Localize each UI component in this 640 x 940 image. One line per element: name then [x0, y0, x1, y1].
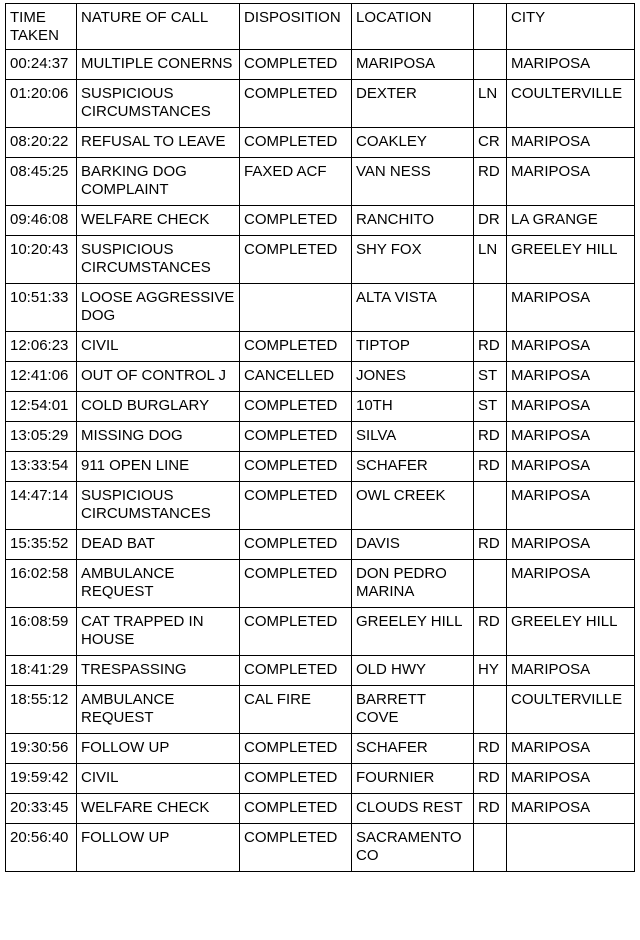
cell-disposition: COMPLETED — [240, 392, 352, 422]
cell-location: RANCHITO — [352, 206, 474, 236]
cell-disposition: FAXED ACF — [240, 158, 352, 206]
cell-city — [507, 824, 635, 872]
cell-disposition: COMPLETED — [240, 80, 352, 128]
cell-street-suffix: ST — [474, 362, 507, 392]
cell-time-taken: 19:30:56 — [6, 734, 77, 764]
cell-time-taken: 12:41:06 — [6, 362, 77, 392]
cell-time-taken: 12:54:01 — [6, 392, 77, 422]
cell-time-taken: 20:56:40 — [6, 824, 77, 872]
cell-city: MARIPOSA — [507, 656, 635, 686]
table-row — [6, 332, 635, 362]
cell-disposition: COMPLETED — [240, 422, 352, 452]
cell-disposition: COMPLETED — [240, 764, 352, 794]
cell-time-taken: 09:46:08 — [6, 206, 77, 236]
header-street-suffix — [474, 4, 507, 50]
table-row — [6, 608, 635, 656]
cell-nature-of-call: MULTIPLE CONERNS — [77, 50, 240, 80]
cell-street-suffix — [474, 482, 507, 530]
header-disposition: DISPOSITION — [240, 4, 352, 50]
cell-city: GREELEY HILL — [507, 236, 635, 284]
cell-disposition: COMPLETED — [240, 734, 352, 764]
cell-location: DON PEDRO MARINA — [352, 560, 474, 608]
cell-city: MARIPOSA — [507, 794, 635, 824]
header-time-taken: TIME TAKEN — [6, 4, 77, 50]
cell-disposition: COMPLETED — [240, 452, 352, 482]
cell-city: MARIPOSA — [507, 734, 635, 764]
cell-street-suffix: RD — [474, 764, 507, 794]
cell-street-suffix: RD — [474, 794, 507, 824]
cell-nature-of-call: WELFARE CHECK — [77, 794, 240, 824]
cell-city: MARIPOSA — [507, 158, 635, 206]
cell-street-suffix: HY — [474, 656, 507, 686]
cell-street-suffix: RD — [474, 734, 507, 764]
cell-time-taken: 08:45:25 — [6, 158, 77, 206]
cell-nature-of-call: SUSPICIOUS CIRCUMSTANCES — [77, 236, 240, 284]
cell-street-suffix: RD — [474, 158, 507, 206]
cell-city: MARIPOSA — [507, 362, 635, 392]
cell-city: GREELEY HILL — [507, 608, 635, 656]
cell-disposition: COMPLETED — [240, 824, 352, 872]
cell-street-suffix: RD — [474, 452, 507, 482]
cell-city: MARIPOSA — [507, 530, 635, 560]
cell-time-taken: 18:55:12 — [6, 686, 77, 734]
cell-nature-of-call: OUT OF CONTROL J — [77, 362, 240, 392]
cell-time-taken: 13:05:29 — [6, 422, 77, 452]
cell-nature-of-call: CIVIL — [77, 764, 240, 794]
cell-time-taken: 00:24:37 — [6, 50, 77, 80]
cell-city: MARIPOSA — [507, 452, 635, 482]
cell-disposition: COMPLETED — [240, 560, 352, 608]
cell-nature-of-call: CAT TRAPPED IN HOUSE — [77, 608, 240, 656]
cell-location: MARIPOSA — [352, 50, 474, 80]
cell-street-suffix — [474, 50, 507, 80]
cell-location: OLD HWY — [352, 656, 474, 686]
cell-street-suffix: RD — [474, 608, 507, 656]
cell-street-suffix: ST — [474, 392, 507, 422]
cell-city: COULTERVILLE — [507, 686, 635, 734]
cell-disposition: CAL FIRE — [240, 686, 352, 734]
cell-nature-of-call: BARKING DOG COMPLAINT — [77, 158, 240, 206]
cell-disposition: COMPLETED — [240, 332, 352, 362]
cell-nature-of-call: SUSPICIOUS CIRCUMSTANCES — [77, 482, 240, 530]
cell-city: MARIPOSA — [507, 332, 635, 362]
cell-disposition — [240, 284, 352, 332]
table-row — [6, 236, 635, 284]
cell-disposition: CANCELLED — [240, 362, 352, 392]
cell-nature-of-call: LOOSE AGGRESSIVE DOG — [77, 284, 240, 332]
cell-nature-of-call: AMBULANCE REQUEST — [77, 686, 240, 734]
table-row — [6, 158, 635, 206]
cell-time-taken: 20:33:45 — [6, 794, 77, 824]
cell-city: MARIPOSA — [507, 422, 635, 452]
cell-time-taken: 01:20:06 — [6, 80, 77, 128]
table-row — [6, 452, 635, 482]
cell-time-taken: 12:06:23 — [6, 332, 77, 362]
cell-time-taken: 15:35:52 — [6, 530, 77, 560]
cell-city: COULTERVILLE — [507, 80, 635, 128]
cell-location: VAN NESS — [352, 158, 474, 206]
table-row — [6, 362, 635, 392]
table-row — [6, 794, 635, 824]
cell-nature-of-call: FOLLOW UP — [77, 824, 240, 872]
call-log-table — [5, 3, 635, 872]
cell-street-suffix: DR — [474, 206, 507, 236]
table-row — [6, 206, 635, 236]
cell-nature-of-call: TRESPASSING — [77, 656, 240, 686]
table-row — [6, 560, 635, 608]
cell-location: TIPTOP — [352, 332, 474, 362]
cell-city: MARIPOSA — [507, 284, 635, 332]
cell-disposition: COMPLETED — [240, 530, 352, 560]
cell-city: MARIPOSA — [507, 560, 635, 608]
cell-disposition: COMPLETED — [240, 794, 352, 824]
cell-time-taken: 19:59:42 — [6, 764, 77, 794]
cell-nature-of-call: AMBULANCE REQUEST — [77, 560, 240, 608]
cell-location: SHY FOX — [352, 236, 474, 284]
cell-time-taken: 13:33:54 — [6, 452, 77, 482]
table-row — [6, 530, 635, 560]
cell-location: FOURNIER — [352, 764, 474, 794]
cell-time-taken: 10:20:43 — [6, 236, 77, 284]
cell-disposition: COMPLETED — [240, 128, 352, 158]
cell-street-suffix — [474, 560, 507, 608]
table-row — [6, 128, 635, 158]
cell-street-suffix: CR — [474, 128, 507, 158]
cell-street-suffix: LN — [474, 80, 507, 128]
cell-location: CLOUDS REST — [352, 794, 474, 824]
table-row — [6, 482, 635, 530]
cell-street-suffix — [474, 824, 507, 872]
cell-street-suffix: LN — [474, 236, 507, 284]
cell-time-taken: 14:47:14 — [6, 482, 77, 530]
cell-disposition: COMPLETED — [240, 656, 352, 686]
cell-city: MARIPOSA — [507, 392, 635, 422]
cell-location: JONES — [352, 362, 474, 392]
cell-disposition: COMPLETED — [240, 608, 352, 656]
cell-location: SACRAMENTO CO — [352, 824, 474, 872]
cell-city: MARIPOSA — [507, 50, 635, 80]
cell-street-suffix: RD — [474, 422, 507, 452]
cell-disposition: COMPLETED — [240, 482, 352, 530]
table-row — [6, 50, 635, 80]
table-row — [6, 284, 635, 332]
cell-nature-of-call: CIVIL — [77, 332, 240, 362]
cell-street-suffix: RD — [474, 332, 507, 362]
table-row — [6, 392, 635, 422]
cell-location: SCHAFER — [352, 734, 474, 764]
cell-disposition: COMPLETED — [240, 50, 352, 80]
table-row — [6, 734, 635, 764]
cell-time-taken: 18:41:29 — [6, 656, 77, 686]
cell-nature-of-call: 911 OPEN LINE — [77, 452, 240, 482]
cell-city: MARIPOSA — [507, 764, 635, 794]
cell-location: DAVIS — [352, 530, 474, 560]
cell-time-taken: 16:02:58 — [6, 560, 77, 608]
cell-location: BARRETT COVE — [352, 686, 474, 734]
table-row — [6, 824, 635, 872]
cell-time-taken: 16:08:59 — [6, 608, 77, 656]
cell-nature-of-call: DEAD BAT — [77, 530, 240, 560]
header-row — [6, 4, 635, 50]
cell-location: 10TH — [352, 392, 474, 422]
table-row — [6, 656, 635, 686]
cell-nature-of-call: FOLLOW UP — [77, 734, 240, 764]
cell-nature-of-call: MISSING DOG — [77, 422, 240, 452]
cell-location: DEXTER — [352, 80, 474, 128]
cell-location: OWL CREEK — [352, 482, 474, 530]
header-nature-of-call: NATURE OF CALL — [77, 4, 240, 50]
table-row — [6, 80, 635, 128]
cell-location: SILVA — [352, 422, 474, 452]
table-row — [6, 422, 635, 452]
cell-nature-of-call: COLD BURGLARY — [77, 392, 240, 422]
cell-street-suffix: RD — [474, 530, 507, 560]
cell-city: MARIPOSA — [507, 128, 635, 158]
cell-nature-of-call: REFUSAL TO LEAVE — [77, 128, 240, 158]
cell-location: COAKLEY — [352, 128, 474, 158]
cell-location: SCHAFER — [352, 452, 474, 482]
cell-street-suffix — [474, 284, 507, 332]
cell-disposition: COMPLETED — [240, 236, 352, 284]
cell-time-taken: 08:20:22 — [6, 128, 77, 158]
header-location: LOCATION — [352, 4, 474, 50]
cell-disposition: COMPLETED — [240, 206, 352, 236]
cell-location: GREELEY HILL — [352, 608, 474, 656]
cell-nature-of-call: WELFARE CHECK — [77, 206, 240, 236]
cell-street-suffix — [474, 686, 507, 734]
cell-location: ALTA VISTA — [352, 284, 474, 332]
cell-time-taken: 10:51:33 — [6, 284, 77, 332]
cell-city: MARIPOSA — [507, 482, 635, 530]
header-city: CITY — [507, 4, 635, 50]
cell-city: LA GRANGE — [507, 206, 635, 236]
cell-nature-of-call: SUSPICIOUS CIRCUMSTANCES — [77, 80, 240, 128]
table-row — [6, 686, 635, 734]
table-row — [6, 764, 635, 794]
